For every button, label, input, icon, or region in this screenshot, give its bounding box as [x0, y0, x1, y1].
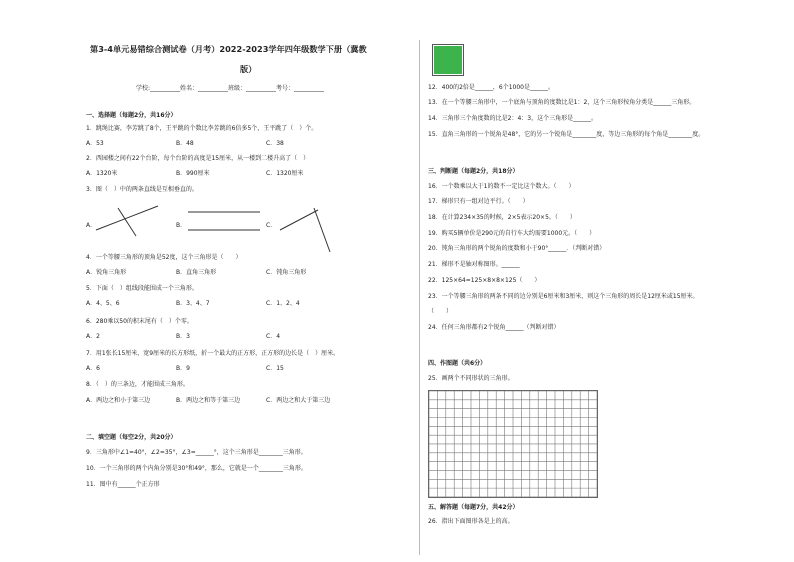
- q5-option-b: B．3、4、7: [176, 300, 210, 307]
- question-18: 18．在计算234×35的时候，2×5表示20×5。（ ）: [428, 214, 576, 221]
- section2-heading: 二、填空题（每空2分，共20分）: [86, 434, 177, 441]
- q4-option-b: B．直角三角形: [176, 269, 217, 276]
- exam-title-line1: 第3-4单元易错综合测试卷（月考）2022-2023学年四年级数学下册（冀教: [90, 44, 367, 54]
- question-15: 15．直角三角形的一个锐角是48°，它的另一个锐角是________度，等边三角形的每个角是________度。: [428, 131, 705, 138]
- q8-option-b: B．两边之和等于第三边: [176, 397, 241, 404]
- exam-title-line2: 版）: [240, 64, 257, 74]
- question-3: 3．图（ ）中的两条直线是互相垂直的。: [86, 186, 198, 193]
- question-14: 14．三角形三个角度数的比是2：4：3，这个三角形是______。: [428, 115, 598, 122]
- column-divider: [419, 40, 420, 555]
- question-23-answer: （ ）: [428, 308, 453, 315]
- q2-option-a: A．1320米: [86, 170, 118, 177]
- q1-option-a: A．53: [86, 140, 104, 147]
- q4-option-c: C．钝角三角形: [266, 269, 307, 276]
- q2-option-c: C．1320厘米: [266, 170, 304, 177]
- q6-option-b: B．3: [176, 333, 190, 340]
- q11-squares-figure: [432, 44, 464, 76]
- q4-option-a: A．锐角三角形: [86, 269, 127, 276]
- question-10: 10．一个三角形的两个内角分别是30°和49°，那么，它就是一个________三角形。: [86, 465, 307, 472]
- q7-option-c: C．15: [266, 365, 284, 372]
- q2-option-b: B．990厘米: [176, 170, 210, 177]
- q5-option-a: A．4、5、6: [86, 300, 120, 307]
- question-8: 8．（ ）的三条边，才能围成三角形。: [86, 381, 189, 388]
- question-17: 17．梯形只有一组对边平行。（ ）: [428, 198, 529, 205]
- q1-option-c: C．38: [266, 140, 284, 147]
- q3-figure-c: [274, 200, 334, 256]
- q3-figure-b: [184, 204, 264, 238]
- section1-heading: 一、选择题（每题2分，共16分）: [86, 112, 177, 119]
- q6-option-a: A．2: [86, 333, 100, 340]
- question-16: 16．一个数乘以大于1的数不一定比这个数大。（ ）: [428, 183, 575, 190]
- q3-figure-a: [92, 200, 162, 240]
- question-20: 20．钝角三角形的两个锐角的度数和小于90°______．（判断对错）: [428, 245, 606, 252]
- q5-option-c: C．1、2、4: [266, 300, 300, 307]
- question-24: 24．任何三角形都有2个锐角______（判断对错）: [428, 324, 560, 331]
- q1-option-b: B．48: [176, 140, 194, 147]
- question-1: 1．跳绳比赛，李芳跳了8个，王平跳的个数比李芳跳的6倍多5个，王平跳了（ ）个。: [86, 125, 318, 132]
- q6-option-c: C．4: [266, 333, 281, 340]
- q3-option-b: B．: [176, 222, 187, 229]
- q8-option-c: C．两边之和大于第三边: [266, 397, 331, 404]
- question-6: 6．280乘以50的积末尾有（ ）个零。: [86, 318, 193, 325]
- section4-heading: 四、作图题（共6分）: [428, 360, 487, 367]
- question-13: 13．在一个等腰三角形中，一个底角与顶角的度数比是1：2，这个三角形按角分类是______三角形。: [428, 99, 696, 106]
- drawing-grid[interactable]: [428, 390, 598, 498]
- q8-option-a: A．两边之和小于第三边: [86, 397, 151, 404]
- q3-option-a: A．: [86, 222, 97, 229]
- question-11: 11．图中有______个正方形: [86, 481, 160, 488]
- question-23: 23．一个等腰三角形的两条不同的边分别是6厘米和3厘米，则这个三角形的周长是12厘米或15厘米。: [428, 293, 699, 300]
- q3-option-c: C．: [266, 222, 277, 229]
- question-2: 2．西园楼之间有22个台阶，每个台阶的高度是15厘米，从一楼到二楼升高了（ ）: [86, 155, 310, 162]
- question-22: 22．125×64=125×8×8×125（ ）: [428, 277, 541, 284]
- section5-heading: 五、解答题（每题7分，共42分）: [428, 504, 519, 511]
- question-7: 7．用1张长15厘米，宽9厘米的长方形纸，折一个最大的正方形，正方形的边长是（ ）厘米。: [86, 350, 340, 357]
- question-4: 4．一个等腰三角形的顶角是52度，这个三角形是（ ）: [86, 254, 242, 261]
- q7-option-b: B．9: [176, 365, 190, 372]
- question-12: 12．400的2倍是______，6个1000是______。: [428, 84, 554, 91]
- question-25: 25．画两个不同形状的三角形。: [428, 375, 514, 382]
- question-19: 19．购买5辆单价是290元的自行车大约需要1000元。（ ）: [428, 230, 596, 237]
- section3-heading: 三、判断题（每题2分，共18分）: [428, 168, 519, 175]
- question-21: 21．梯形不是轴对称图形。______: [428, 261, 520, 268]
- question-5: 5．下面（ ）组线段能围成一个三角形。: [86, 285, 198, 292]
- question-9: 9．三角形中∠1=40°，∠2=35°，∠3=______°，这个三角形是________三角形。: [86, 449, 307, 456]
- question-26: 26．指出下面图形各是上的高。: [428, 518, 514, 525]
- q7-option-a: A．6: [86, 365, 100, 372]
- student-info-line: 学校:__________姓名：__________班级：__________考号：__________: [136, 85, 325, 92]
